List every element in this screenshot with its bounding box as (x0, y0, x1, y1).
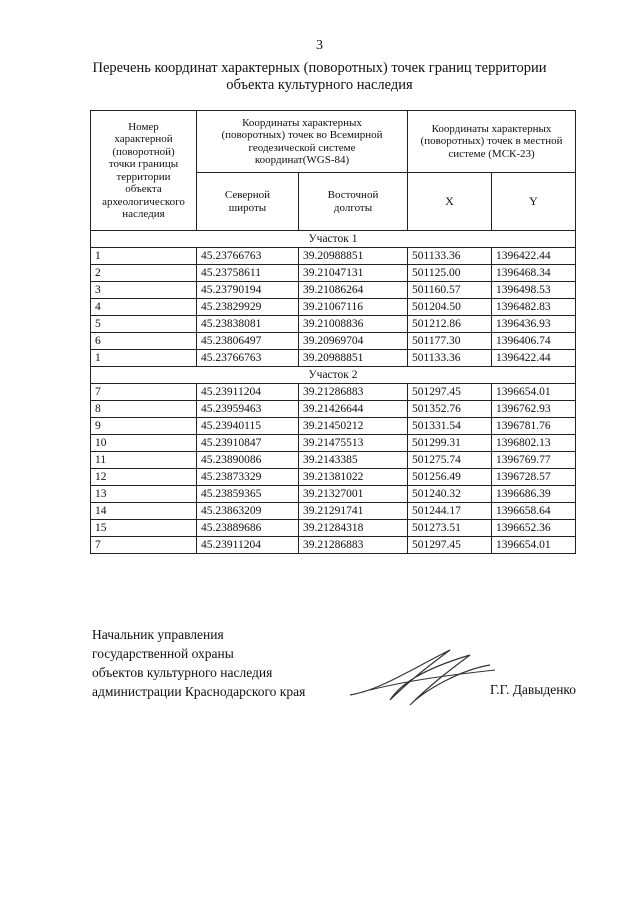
header-x: X (408, 173, 492, 231)
cell-latitude: 45.23889686 (197, 520, 299, 537)
title-line: Перечень координат характерных (поворотных) точек границ территории (92, 60, 547, 76)
header-line: наследия (122, 208, 165, 220)
signature-line: государственной охраны (92, 646, 234, 661)
cell-point-number: 15 (91, 520, 197, 537)
cell-longitude: 39.21426644 (299, 401, 408, 418)
cell-longitude: 39.21047131 (299, 265, 408, 282)
cell-y: 1396482.83 (492, 299, 576, 316)
cell-longitude: 39.21327001 (299, 486, 408, 503)
table-row (91, 401, 576, 418)
signer-name: Г.Г. Давыденко (490, 682, 577, 697)
cell-longitude: 39.21450212 (299, 418, 408, 435)
cell-x: 501212.86 (408, 316, 492, 333)
cell-longitude: 39.21067116 (299, 299, 408, 316)
header-line: системе (МСК-23) (448, 147, 535, 160)
cell-latitude: 45.23859365 (197, 486, 299, 503)
cell-point-number: 6 (91, 333, 197, 350)
cell-latitude: 45.23940115 (197, 418, 299, 435)
cell-longitude: 39.21286883 (299, 537, 408, 554)
cell-point-number: 1 (91, 350, 197, 367)
header-north-latitude (197, 173, 299, 231)
header-line: Северной (224, 189, 271, 201)
header-line: Координаты характерных (431, 122, 552, 135)
signature-line: администрации Краснодарского края (92, 684, 306, 699)
cell-x: 501133.36 (408, 350, 492, 367)
cell-point-number: 2 (91, 265, 197, 282)
cell-x: 501125.00 (408, 265, 492, 282)
document-title (40, 60, 599, 94)
cell-y: 1396802.13 (492, 435, 576, 452)
header-line: долготы (333, 201, 373, 214)
header-msk23-group (408, 111, 576, 173)
header-line: (поворотных) точек во Всемирной (221, 129, 383, 141)
table-row (91, 537, 576, 554)
cell-latitude: 45.23758611 (197, 265, 299, 282)
signature-line: Начальник управления (92, 627, 224, 642)
cell-x: 501273.51 (408, 520, 492, 537)
header-line: точки границы (108, 158, 179, 170)
section-title: Участок 1 (91, 231, 576, 248)
table-row (91, 316, 576, 333)
cell-point-number: 7 (91, 384, 197, 401)
cell-longitude: 39.21284318 (299, 520, 408, 537)
cell-longitude: 39.2143385 (299, 452, 408, 469)
cell-x: 501256.49 (408, 469, 492, 486)
header-line: археологического (102, 195, 185, 208)
cell-x: 501275.74 (408, 452, 492, 469)
cell-y: 1396654.01 (492, 384, 576, 401)
cell-point-number: 14 (91, 503, 197, 520)
table-row (91, 265, 576, 282)
table-row (91, 469, 576, 486)
cell-latitude: 45.23911204 (197, 384, 299, 401)
table-row (91, 435, 576, 452)
signature-line: объектов культурного наследия (92, 665, 273, 680)
table-row (91, 520, 576, 537)
cell-latitude: 45.23838081 (197, 316, 299, 333)
cell-point-number: 8 (91, 401, 197, 418)
cell-longitude: 39.21086264 (299, 282, 408, 299)
cell-x: 501133.36 (408, 248, 492, 265)
cell-longitude: 39.21291741 (299, 503, 408, 520)
page-number: 3 (316, 38, 323, 53)
cell-y: 1396422.44 (492, 350, 576, 367)
header-line: территории (116, 170, 171, 183)
section-row (91, 231, 576, 248)
table-row (91, 384, 576, 401)
cell-latitude: 45.23910847 (197, 435, 299, 452)
cell-latitude: 45.23766763 (197, 248, 299, 265)
cell-longitude: 39.20988851 (299, 350, 408, 367)
cell-y: 1396781.76 (492, 418, 576, 435)
cell-x: 501160.57 (408, 282, 492, 299)
cell-x: 501177.30 (408, 333, 492, 350)
table-row (91, 503, 576, 520)
cell-latitude: 45.23863209 (197, 503, 299, 520)
cell-latitude: 45.23790194 (197, 282, 299, 299)
cell-longitude: 39.21008836 (299, 316, 408, 333)
cell-y: 1396468.34 (492, 265, 576, 282)
table-row (91, 282, 576, 299)
table-row (91, 418, 576, 435)
cell-longitude: 39.20969704 (299, 333, 408, 350)
cell-latitude: 45.23890086 (197, 452, 299, 469)
cell-latitude: 45.23806497 (197, 333, 299, 350)
signature-position (92, 625, 305, 701)
cell-x: 501299.31 (408, 435, 492, 452)
table-row (91, 452, 576, 469)
header-line: характерной (114, 133, 173, 145)
cell-y: 1396654.01 (492, 537, 576, 554)
cell-y: 1396498.53 (492, 282, 576, 299)
header-y: Y (492, 173, 576, 231)
cell-y: 1396658.64 (492, 503, 576, 520)
table-row (91, 350, 576, 367)
cell-point-number: 5 (91, 316, 197, 333)
cell-latitude: 45.23911204 (197, 537, 299, 554)
cell-point-number: 9 (91, 418, 197, 435)
header-line: (поворотных) точек в местной (420, 135, 563, 148)
section-title: Участок 2 (91, 367, 576, 384)
header-line: объекта (125, 183, 162, 195)
cell-latitude: 45.23766763 (197, 350, 299, 367)
cell-x: 501297.45 (408, 384, 492, 401)
cell-longitude: 39.21381022 (299, 469, 408, 486)
header-line: Восточной (327, 189, 379, 201)
cell-x: 501352.76 (408, 401, 492, 418)
header-point-number (91, 111, 197, 231)
table-row (91, 299, 576, 316)
cell-point-number: 12 (91, 469, 197, 486)
cell-y: 1396728.57 (492, 469, 576, 486)
header-wgs84-group (197, 111, 408, 173)
cell-longitude: 39.21286883 (299, 384, 408, 401)
cell-longitude: 39.20988851 (299, 248, 408, 265)
table-row (91, 333, 576, 350)
cell-y: 1396436.93 (492, 316, 576, 333)
cell-x: 501297.45 (408, 537, 492, 554)
cell-latitude: 45.23959463 (197, 401, 299, 418)
cell-x: 501244.17 (408, 503, 492, 520)
cell-x: 501331.54 (408, 418, 492, 435)
cell-latitude: 45.23829929 (197, 299, 299, 316)
header-line: Номер (128, 120, 159, 133)
header-line: (поворотной) (112, 145, 175, 158)
header-line: геодезической системе (248, 141, 356, 154)
header-line: координат(WGS-84) (254, 154, 350, 166)
cell-point-number: 11 (91, 452, 197, 469)
title-line: объекта культурного наследия (226, 77, 413, 93)
cell-y: 1396652.36 (492, 520, 576, 537)
cell-longitude: 39.21475513 (299, 435, 408, 452)
cell-y: 1396406.74 (492, 333, 576, 350)
cell-y: 1396769.77 (492, 452, 576, 469)
cell-point-number: 1 (91, 248, 197, 265)
header-line: широты (228, 201, 267, 214)
cell-point-number: 4 (91, 299, 197, 316)
signature-scribble (340, 640, 500, 710)
cell-latitude: 45.23873329 (197, 469, 299, 486)
header-line: Координаты характерных (242, 116, 362, 129)
table-body (91, 231, 576, 554)
header-east-longitude (299, 173, 408, 231)
cell-y: 1396422.44 (492, 248, 576, 265)
table-row (91, 248, 576, 265)
cell-point-number: 3 (91, 282, 197, 299)
section-row (91, 367, 576, 384)
cell-point-number: 10 (91, 435, 197, 452)
cell-point-number: 7 (91, 537, 197, 554)
cell-x: 501240.32 (408, 486, 492, 503)
cell-point-number: 13 (91, 486, 197, 503)
cell-x: 501204.50 (408, 299, 492, 316)
cell-y: 1396762.93 (492, 401, 576, 418)
coordinates-table (90, 110, 576, 554)
table-row (91, 486, 576, 503)
cell-y: 1396686.39 (492, 486, 576, 503)
